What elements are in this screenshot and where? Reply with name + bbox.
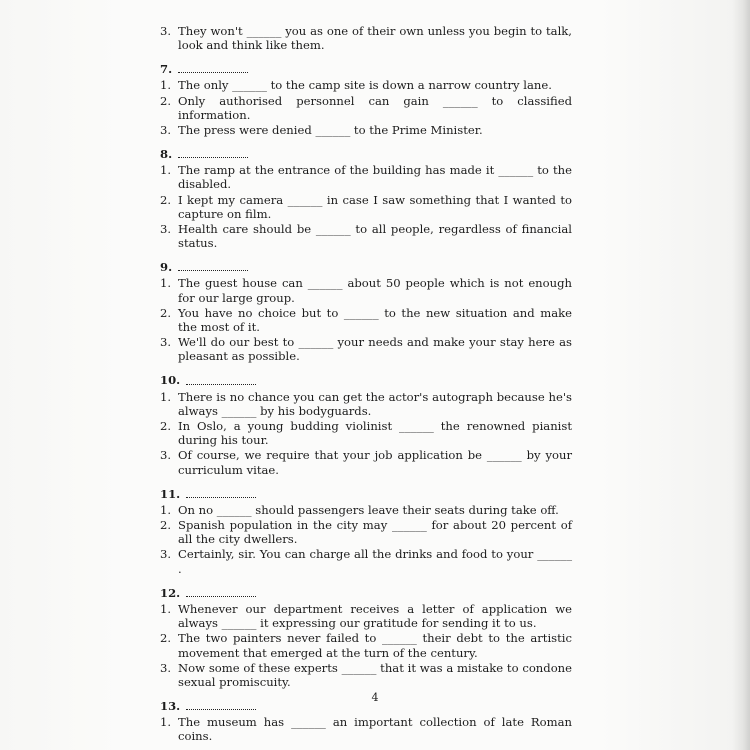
group-number: 13. xyxy=(160,698,181,713)
group-number: 10. xyxy=(160,373,181,388)
item-number: 2. xyxy=(160,192,172,207)
item-number: 3. xyxy=(160,24,172,38)
group-heading xyxy=(160,374,572,388)
list-item xyxy=(160,123,572,137)
group-number: 12. xyxy=(160,585,181,600)
item-number: 1. xyxy=(160,715,172,730)
group-heading xyxy=(160,487,572,501)
list-item xyxy=(160,276,572,304)
item-number: 1. xyxy=(160,389,172,404)
item-text: I kept my camera ______ in case I saw something that I wanted to capture on film. xyxy=(178,192,572,221)
exercise-list xyxy=(160,24,572,745)
list-item xyxy=(160,419,572,447)
exercise-group xyxy=(160,487,572,576)
item-text: Of course, we require that your job application be ______ by your curriculum vitae. xyxy=(178,448,572,477)
list-item xyxy=(160,602,572,630)
item-number: 1. xyxy=(160,78,172,93)
exercise-group xyxy=(160,147,572,250)
list-item xyxy=(160,448,572,476)
list-item xyxy=(160,193,572,221)
item-text: The press were denied ______ to the Prime Minister. xyxy=(178,123,483,138)
answer-dotted-line[interactable] xyxy=(186,596,256,597)
item-text: You have no choice but to ______ to the new situation and make the most of it. xyxy=(178,305,572,335)
group-number: 8. xyxy=(160,147,173,162)
exercise-group xyxy=(160,699,572,743)
item-number: 2. xyxy=(160,305,172,320)
item-text: Spanish population in the city may ______ for about 20 percent of all the city dwellers. xyxy=(178,518,572,547)
group-heading xyxy=(160,147,572,161)
item-text: The museum has ______ an important collection of late Roman coins. xyxy=(178,715,572,744)
exercise-group xyxy=(160,586,572,689)
item-text: Health care should be ______ to all people, regardless of financial status. xyxy=(178,222,572,251)
intro-item xyxy=(160,24,572,52)
answer-dotted-line[interactable] xyxy=(178,157,248,158)
list-item xyxy=(160,94,572,122)
item-number: 1. xyxy=(160,163,172,178)
item-text: The ramp at the entrance of the building has made it ______ to the disabled. xyxy=(178,163,572,192)
item-text: We'll do our best to ______ your needs and make your stay here as pleasant as possible. xyxy=(178,335,572,364)
item-text: Now some of these experts ______ that it was a mistake to condone sexual promiscuity. xyxy=(178,660,572,689)
item-text: On no ______ should passengers leave their seats during take off. xyxy=(178,502,559,517)
list-item xyxy=(160,335,572,363)
answer-dotted-line[interactable] xyxy=(186,709,256,710)
list-item xyxy=(160,547,572,575)
list-item xyxy=(160,503,572,517)
list-item xyxy=(160,518,572,546)
item-number: 3. xyxy=(160,123,172,138)
item-text: The guest house can ______ about 50 people which is not enough for our large group. xyxy=(178,276,572,305)
exercise-groups xyxy=(160,62,572,743)
answer-dotted-line[interactable] xyxy=(178,72,248,73)
item-text: There is no chance you can get the actor's autograph because he's always ______ by his bodyguards. xyxy=(178,389,572,418)
item-number: 1. xyxy=(160,276,172,291)
exercise-group xyxy=(160,260,572,363)
item-number: 2. xyxy=(160,419,172,434)
page-spine-shadow xyxy=(732,0,750,750)
item-number: 3. xyxy=(160,547,172,562)
group-number: 7. xyxy=(160,62,173,77)
item-number: 3. xyxy=(160,660,172,675)
item-text: The only ______ to the camp site is down a narrow country lane. xyxy=(178,78,552,93)
item-number: 1. xyxy=(160,502,172,517)
item-number: 3. xyxy=(160,448,172,463)
item-number: 2. xyxy=(160,93,172,108)
answer-dotted-line[interactable] xyxy=(186,497,256,498)
group-number: 9. xyxy=(160,260,173,275)
list-item xyxy=(160,661,572,689)
item-text: The two painters never failed to ______ their debt to the artistic movement that emerged at the turn of the century. xyxy=(178,631,572,660)
list-item xyxy=(160,222,572,250)
list-item xyxy=(160,163,572,191)
item-text: Certainly, sir. You can charge all the drinks and food to your ______ . xyxy=(178,547,572,576)
group-heading xyxy=(160,586,572,600)
item-text: Whenever our department receives a letter of application we always ______ it expressing our gratitude for sending it to us. xyxy=(178,601,572,631)
list-item xyxy=(160,715,572,743)
item-text: In Oslo, a young budding violinist ______ the renowned pianist during his tour. xyxy=(178,419,572,448)
item-number: 2. xyxy=(160,518,172,533)
item-number: 1. xyxy=(160,601,172,616)
page-number: 4 xyxy=(371,691,379,704)
list-item xyxy=(160,78,572,92)
group-heading xyxy=(160,62,572,76)
answer-dotted-line[interactable] xyxy=(178,270,248,271)
exercise-group xyxy=(160,374,572,477)
item-text: They won't ______ you as one of their own unless you begin to talk, look and think like them. xyxy=(178,24,572,53)
answer-dotted-line[interactable] xyxy=(186,384,256,385)
item-number: 2. xyxy=(160,631,172,646)
group-heading xyxy=(160,260,572,274)
group-number: 11. xyxy=(160,486,181,501)
list-item xyxy=(160,631,572,659)
exercise-group xyxy=(160,62,572,137)
list-item xyxy=(160,306,572,334)
item-number: 3. xyxy=(160,222,172,237)
item-text: Only authorised personnel can gain ______ to classified information. xyxy=(178,93,572,122)
item-number: 3. xyxy=(160,335,172,350)
list-item xyxy=(160,390,572,418)
